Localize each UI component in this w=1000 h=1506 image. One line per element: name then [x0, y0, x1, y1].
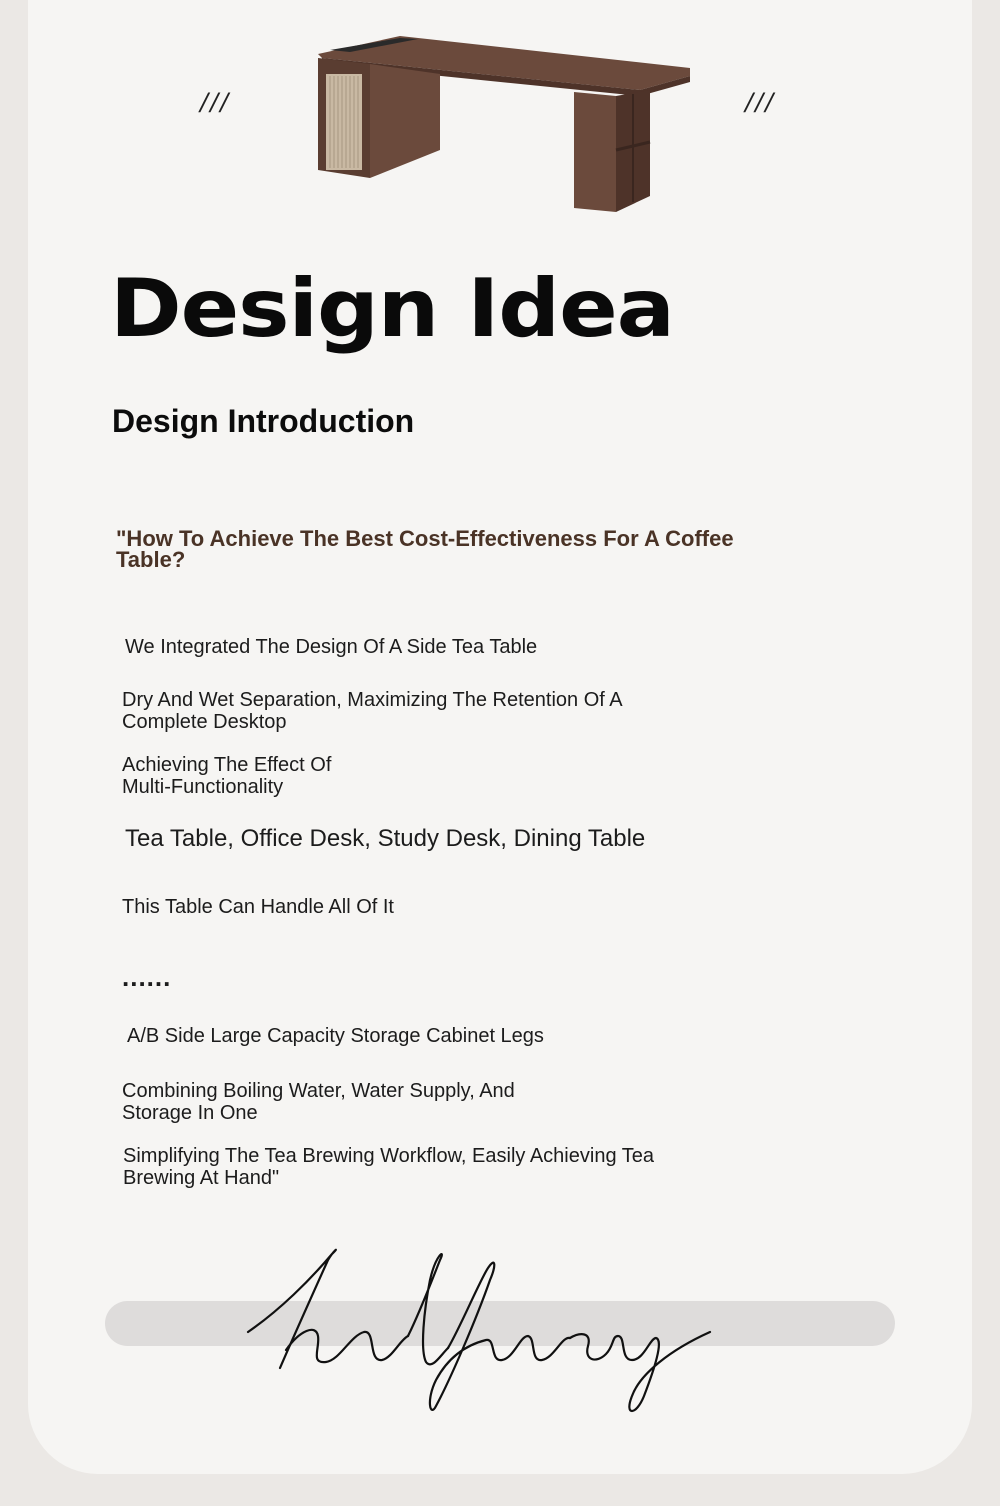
- desk-illustration: [310, 30, 700, 220]
- feature-line: A/B Side Large Capacity Storage Cabinet Legs: [127, 1025, 544, 1047]
- feature-line: We Integrated The Design Of A Side Tea Table: [125, 636, 538, 658]
- decor-slashes-left: ///: [200, 88, 231, 116]
- ellipsis: ......: [122, 962, 172, 992]
- decor-slashes-right: ///: [745, 88, 776, 116]
- brand-logo: [240, 1240, 740, 1420]
- feature-line: Dry And Wet Separation, Maximizing The Retention Of A Complete Desktop: [122, 689, 622, 733]
- feature-line: Achieving The Effect Of Multi-Functionality: [122, 754, 332, 798]
- feature-line: Combining Boiling Water, Water Supply, And Storage In One: [122, 1080, 515, 1124]
- feature-line: This Table Can Handle All Of It: [122, 896, 394, 918]
- page-title: Design Idea: [110, 262, 674, 355]
- feature-line: Simplifying The Tea Brewing Workflow, Easily Achieving Tea Brewing At Hand": [123, 1145, 655, 1189]
- section-subtitle: Design Introduction: [112, 403, 415, 439]
- feature-line: Tea Table, Office Desk, Study Desk, Dining Table: [125, 825, 646, 852]
- quote-heading: "How To Achieve The Best Cost-Effectiveness For A Coffee Table?: [116, 526, 734, 572]
